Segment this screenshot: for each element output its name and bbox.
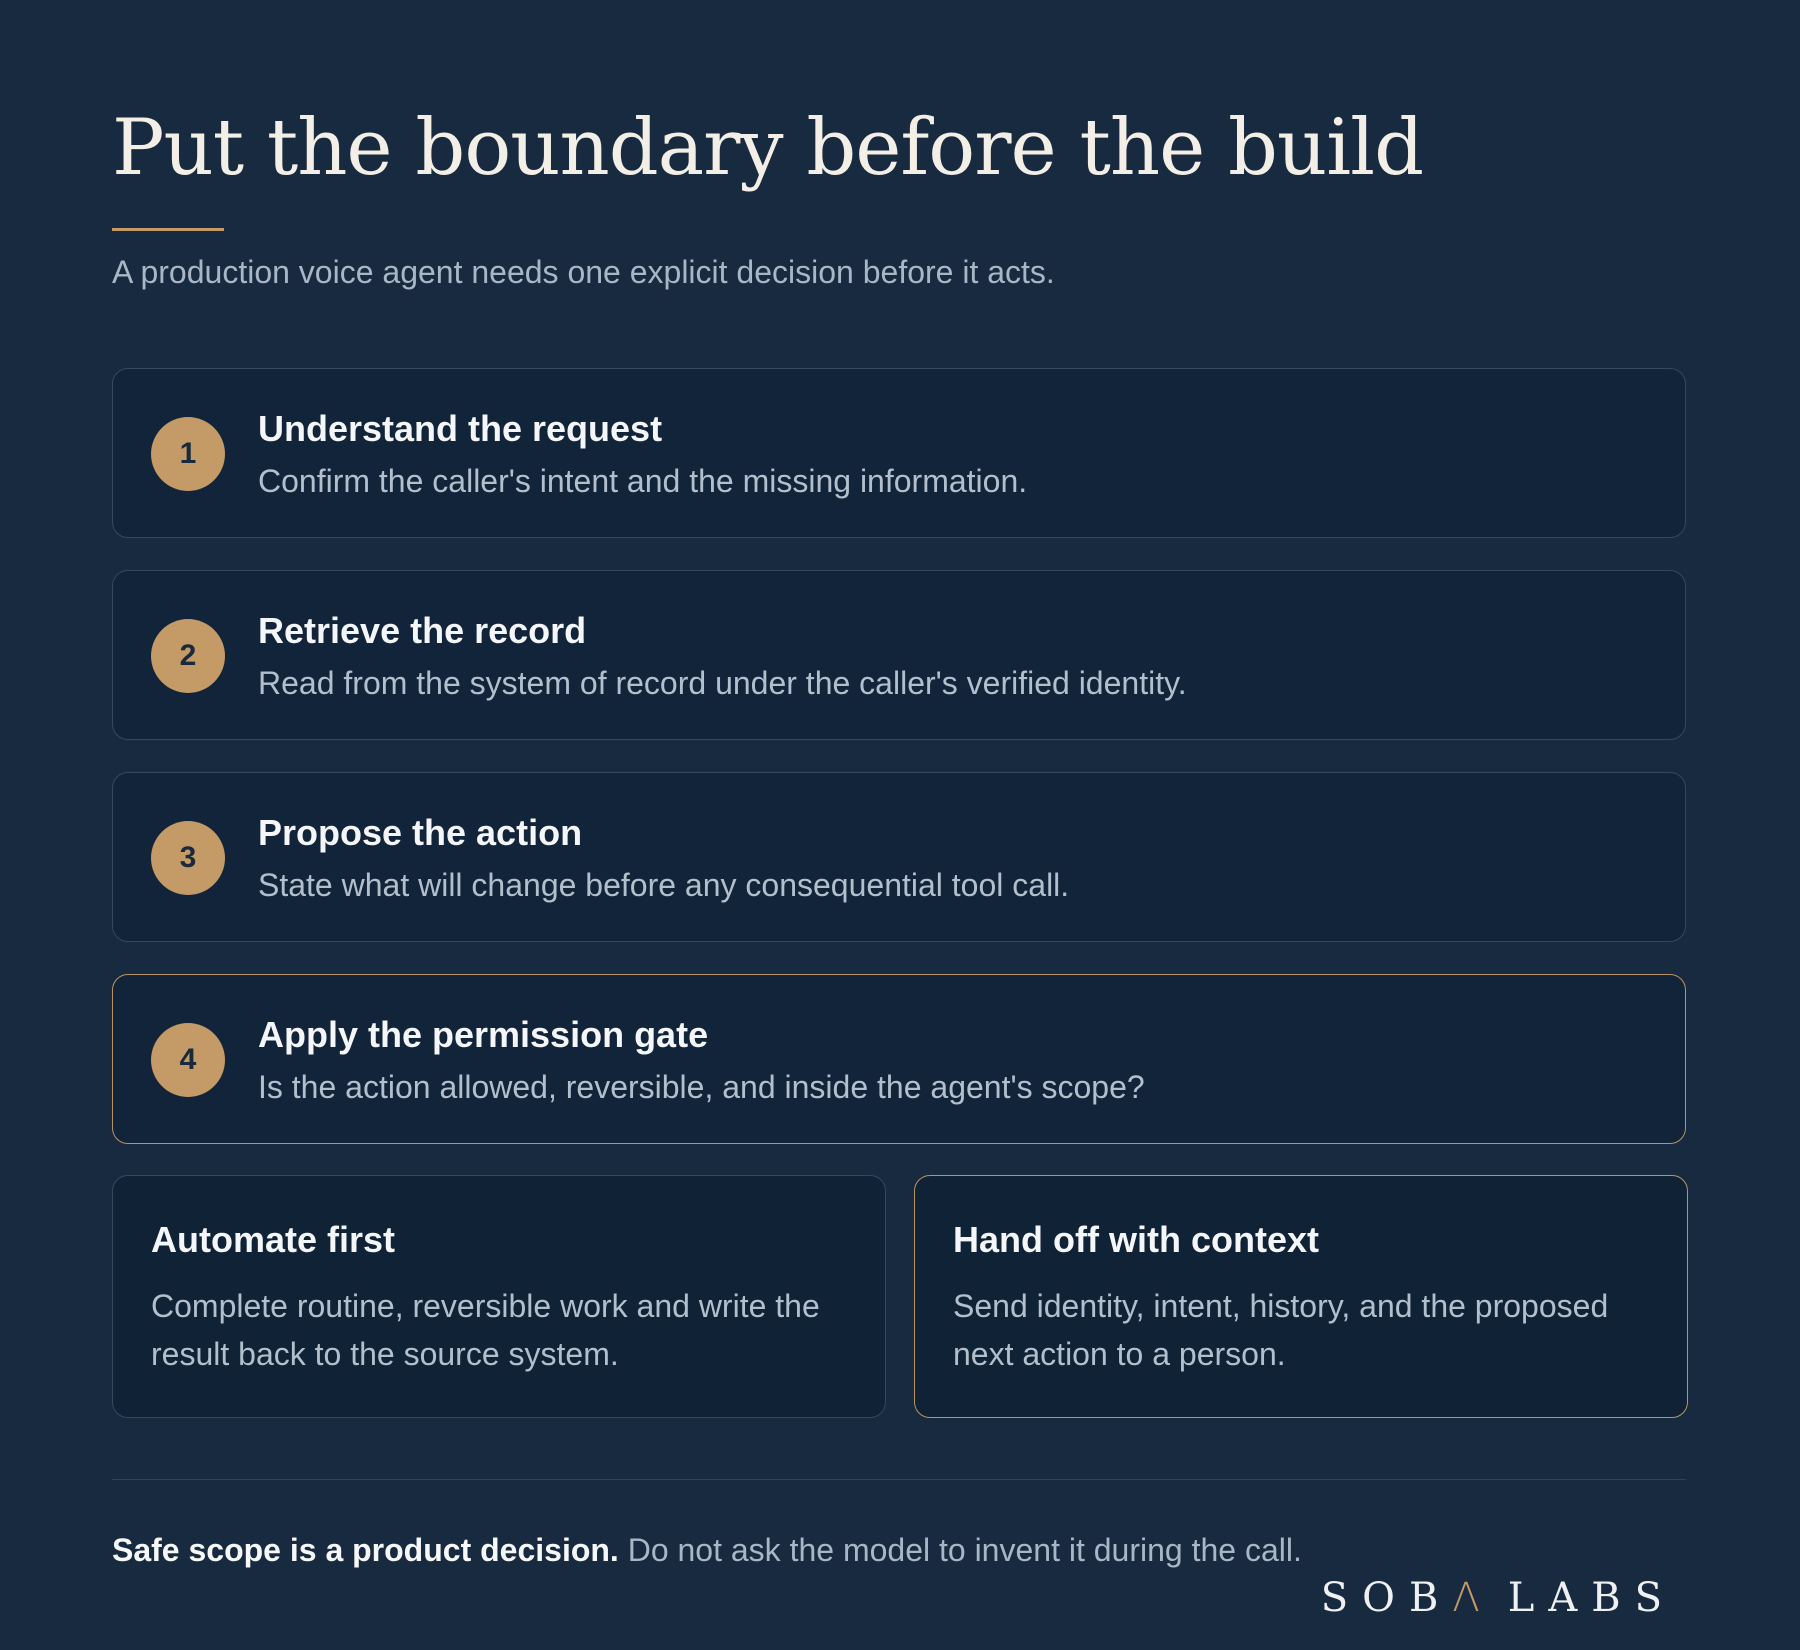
logo-text-part1: SOB	[1320, 1575, 1453, 1621]
step-number-badge: 4	[151, 1023, 225, 1097]
outcome-title: Automate first	[151, 1219, 396, 1260]
step-card-2	[112, 570, 1686, 740]
step-title: Understand the request	[258, 408, 663, 449]
outcome-card-automate	[112, 1175, 886, 1418]
step-description: Confirm the caller's intent and the missing information.	[258, 463, 1028, 499]
step-description: Read from the system of record under the caller's verified identity.	[258, 665, 1187, 701]
logo-mark-icon: Λ	[1452, 1575, 1494, 1621]
step-number-badge: 1	[151, 417, 225, 491]
step-title: Propose the action	[258, 812, 583, 853]
step-title: Retrieve the record	[258, 610, 587, 651]
step-number-badge: 3	[151, 821, 225, 895]
step-number-badge: 2	[151, 619, 225, 693]
step-description: Is the action allowed, reversible, and inside the agent's scope?	[258, 1069, 1145, 1105]
outcome-title: Hand off with context	[953, 1219, 1319, 1260]
page-subtitle: A production voice agent needs one explicit decision before it acts.	[112, 254, 1055, 290]
title-accent-rule	[112, 228, 224, 231]
footer-emphasis: Safe scope is a product decision.	[112, 1532, 619, 1568]
step-card-3	[112, 772, 1686, 942]
step-card-1	[112, 368, 1686, 538]
brand-logo	[1321, 1570, 1676, 1626]
logo-text-part2: LABS	[1507, 1575, 1676, 1621]
step-description: State what will change before any consequential tool call.	[258, 867, 1070, 903]
step-title: Apply the permission gate	[258, 1014, 709, 1055]
footer-note-text: Do not ask the model to invent it during the call.	[618, 1532, 1302, 1568]
step-card-4-permission-gate	[112, 974, 1686, 1144]
footer-divider	[112, 1479, 1686, 1480]
outcome-description: Complete routine, reversible work and write the result back to the source system.	[151, 1288, 820, 1372]
outcome-description: Send identity, intent, history, and the proposed next action to a person.	[953, 1288, 1609, 1372]
footer-note	[112, 1525, 1332, 1575]
outcome-card-handoff	[914, 1175, 1688, 1418]
page-title: Put the boundary before the build	[112, 103, 1424, 193]
